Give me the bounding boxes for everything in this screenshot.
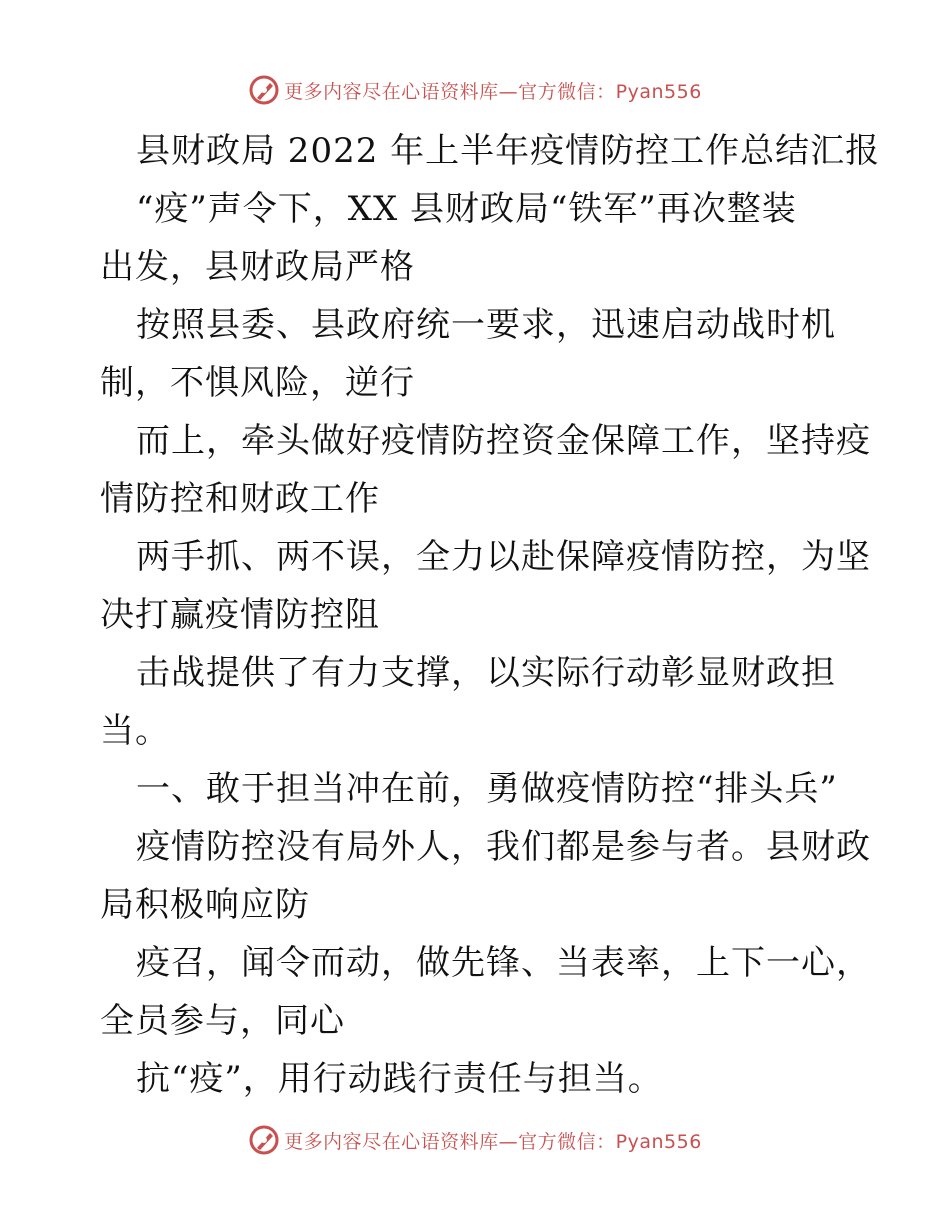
- watermark-header: [0, 72, 950, 108]
- paragraph-line: 局积极响应防: [100, 885, 310, 925]
- paragraph-line: 而上，牵头做好疫情防控资金保障工作，坚持疫: [136, 421, 871, 461]
- paragraph-line: 全员参与，同心: [100, 1001, 345, 1041]
- pen-logo-icon: [248, 1124, 280, 1156]
- paragraph-line: 疫召，闻令而动，做先锋、当表率，上下一心，: [136, 943, 871, 983]
- paragraph-line: 疫情防控没有局外人，我们都是参与者。县财政: [136, 827, 871, 867]
- document-title: 县财政局 2022 年上半年疫情防控工作总结汇报: [136, 131, 881, 171]
- paragraph-line: 情防控和财政工作: [100, 479, 380, 519]
- paragraph-line: “疫”声令下，XX 县财政局“铁军”再次整装: [136, 189, 797, 229]
- paragraph-line: 制，不惧风险，逆行: [100, 363, 415, 403]
- paragraph-line: 按照县委、县政府统一要求，迅速启动战时机: [136, 305, 836, 345]
- watermark-text: 更多内容尽在心语资料库—官方微信：Pyan556: [284, 1130, 702, 1153]
- paragraph-line: 两手抓、两不误，全力以赴保障疫情防控，为坚: [136, 537, 871, 577]
- watermark-footer: [0, 1122, 950, 1158]
- document-body: [100, 122, 881, 1108]
- paragraph-line: 抗“疫”，用行动践行责任与担当。: [136, 1059, 663, 1099]
- paragraph-line: 出发，县财政局严格: [100, 247, 415, 287]
- pen-logo-icon: [248, 74, 280, 106]
- paragraph-line: 当。: [100, 711, 170, 751]
- watermark-text: 更多内容尽在心语资料库—官方微信：Pyan556: [284, 80, 702, 103]
- section-heading: 一、敢于担当冲在前，勇做疫情防控“排头兵”: [136, 769, 838, 809]
- paragraph-line: 击战提供了有力支撑，以实际行动彰显财政担: [136, 653, 836, 693]
- paragraph-line: 决打赢疫情防控阻: [100, 595, 380, 635]
